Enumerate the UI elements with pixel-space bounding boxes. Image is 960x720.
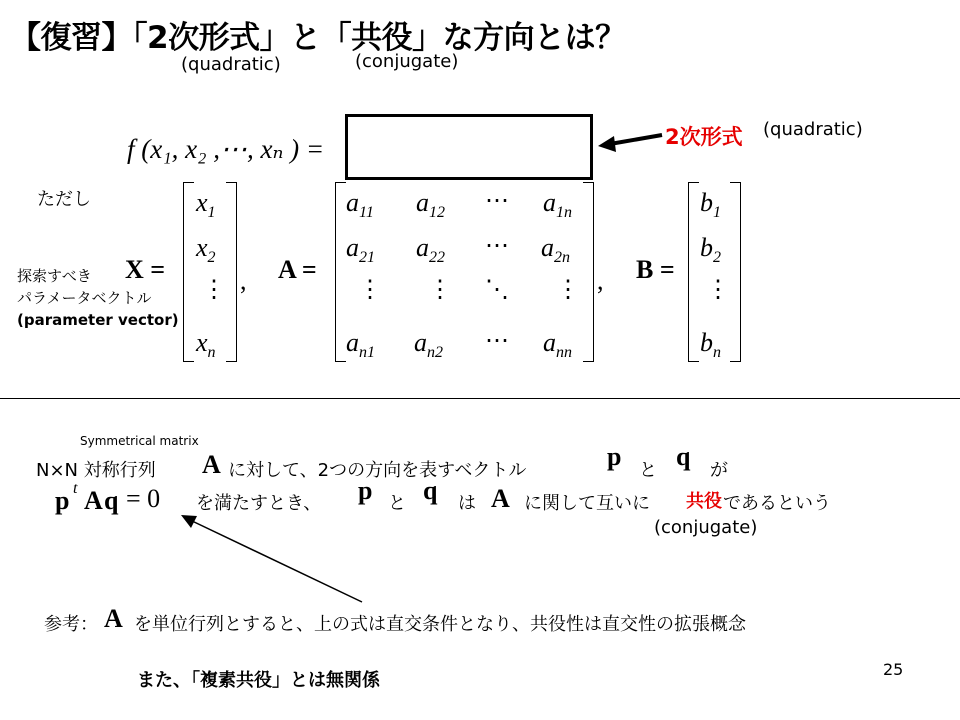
diagonal-dots: ⋱ [485,277,509,303]
reference-symbol-A: A [104,604,123,633]
b-entry: $b_n$ [700,328,721,362]
symbol-A: A [491,484,510,513]
a-entry: $a_{2n}$ [541,233,570,267]
horizontal-dots: ⋯ [485,233,509,259]
equation-q: q [104,486,119,515]
x-entry: $x_1$ [196,188,216,222]
b-entry: $b_2$ [700,233,721,267]
b-left-bracket [688,182,699,362]
a-entry: $a_{n2}$ [414,328,443,362]
a-entry: $a_{1n}$ [543,188,572,222]
conjugate-highlight: 共役 [686,491,722,512]
a-entry: $a_{21}$ [346,233,375,267]
a-entry: $a_{11}$ [346,188,374,222]
page-number: 25 [883,660,904,679]
symbol-p: p [358,476,373,505]
vertical-dots: ⋮ [706,277,730,303]
section-divider [0,398,960,399]
empty-answer-box [345,114,593,180]
x-entry: $x_n$ [196,328,216,362]
b-vector-label: B = [636,255,675,284]
symbol-p: p [607,442,622,471]
param-label-line3: (parameter vector) [17,311,179,329]
horizontal-dots: ⋯ [485,188,509,214]
reference-text-b: を単位行列とすると、上の式は直交条件となり、共役性は直交性の拡張概念 [134,614,746,635]
vertical-dots: ⋮ [202,277,226,303]
symmetric-note: Symmetrical matrix [80,434,199,448]
a-left-bracket [335,182,346,362]
tadashi-label: ただし [37,189,91,210]
line1-text-a: N×N 対称行列 [36,460,156,481]
function-expression: f (x₁, x₂ ,⋯, xₙ ) = [127,134,325,164]
a-entry: $a_{12}$ [416,188,445,222]
b-right-bracket [730,182,741,362]
line2-text-e: であるという [723,493,831,514]
reference-text-a: 参考： [44,614,98,635]
b-entry: $b_1$ [700,188,721,222]
symbol-q: q [423,476,438,505]
symbol-q: q [676,442,691,471]
x-left-bracket [183,182,194,362]
x-entry: $x_2$ [196,233,216,267]
a-entry: $a_{22}$ [416,233,445,267]
x-vector-label: X = [125,255,166,284]
line2-text-a: を満たすとき、 [196,493,322,514]
x-right-bracket [226,182,237,362]
a-entry: $a_{nn}$ [543,328,572,362]
param-label-line2: パラメータベクトル [17,289,152,307]
comma: , [240,266,247,295]
slide-title: 【復習】「2次形式」と「共役」な方向とは？ [10,20,626,56]
vertical-dots: ⋮ [556,277,580,303]
equation-rhs: = 0 [126,484,161,513]
equation-A: A [84,486,103,515]
line2-text-b: と [388,493,406,514]
callout-label: 2次形式 [665,125,743,149]
horizontal-dots: ⋯ [485,328,509,354]
vertical-dots: ⋮ [428,277,452,303]
title-quadratic-note: (quadratic) [181,54,281,75]
a-right-bracket [583,182,594,362]
line2-text-c: は [458,493,476,514]
title-conjugate-note: (conjugate) [355,51,459,72]
vertical-dots: ⋮ [358,277,382,303]
param-label-line1: 探索すべき [17,267,92,285]
equation-transpose: t [73,480,78,497]
line1-text-d: が [710,460,728,481]
left-arrow-icon [596,128,666,158]
line2-text-d: に関して互いに [524,493,650,514]
bottom-note: また、「複素共役」とは無関係 [137,670,380,691]
comma: , [597,266,604,295]
up-arrow-icon [176,510,376,606]
conjugate-note: (conjugate) [654,517,758,538]
a-entry: $a_{n1}$ [346,328,375,362]
equation-p: p [55,486,70,515]
callout-note: (quadratic) [763,119,863,140]
line1-text-c: と [639,460,657,481]
symbol-A: A [202,450,221,479]
a-matrix-label: A = [278,255,317,284]
line1-text-b: に対して、2つの方向を表すベクトル [228,460,527,481]
